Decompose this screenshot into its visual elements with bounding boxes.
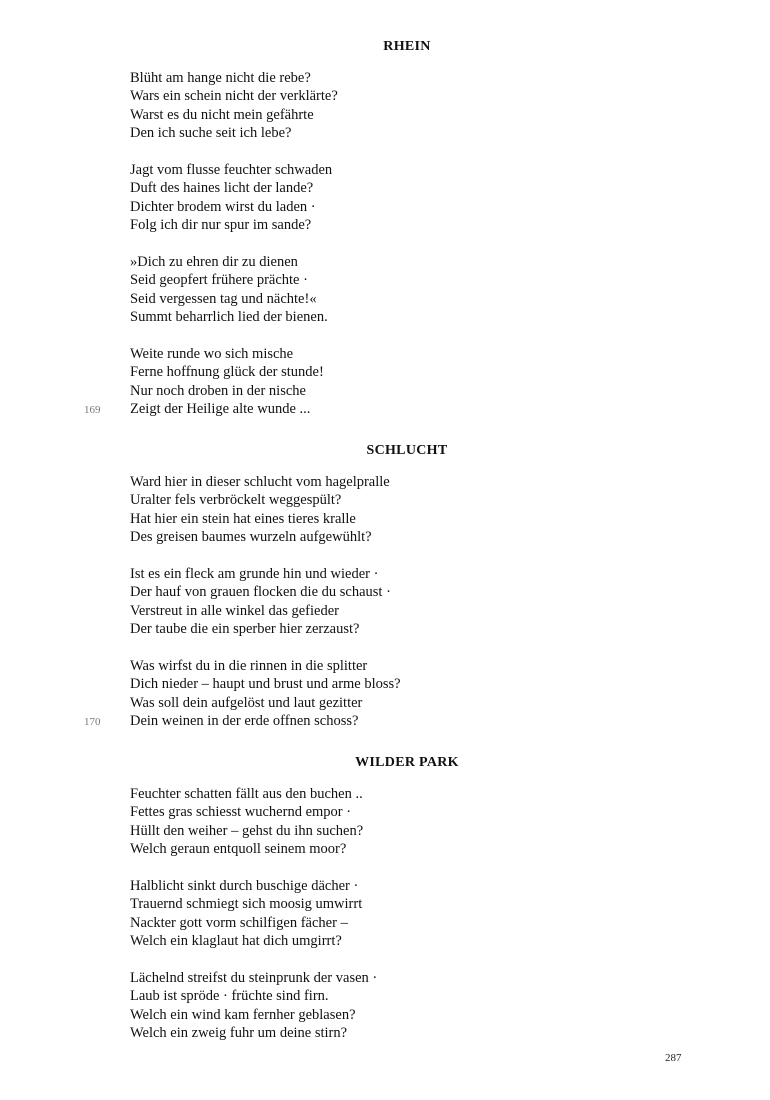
stanza <box>130 345 324 418</box>
verse-line: Warst es du nicht mein gefährte <box>130 106 314 123</box>
poem-title: WILDER PARK <box>355 755 459 770</box>
verse-line: Ferne hoffnung glück der stunde! <box>130 364 324 381</box>
verse-line: Den ich suche seit ich lebe? <box>130 124 292 141</box>
verse-line: Welch geraun entquoll seinem moor? <box>130 840 347 857</box>
verse-line: Weite runde wo sich mische <box>130 346 294 362</box>
verse-line: Verstreut in alle winkel das gefieder <box>130 602 339 619</box>
verse-line: Nackter gott vorm schilfigen fächer – <box>130 914 348 931</box>
verse-line: Ist es ein fleck am grunde hin und wieder · <box>130 566 379 582</box>
stanza <box>130 877 362 950</box>
verse-line: Laub ist spröde · früchte sind firn. <box>130 988 329 1005</box>
verse-line: Wars ein schein nicht der verklärte? <box>130 88 338 105</box>
verse-line: Hüllt den weiher – gehst du ihn suchen? <box>130 822 364 839</box>
verse-line: Was wirfst du in die rinnen in die splitter <box>130 658 368 674</box>
stanza <box>130 565 391 638</box>
verse-line: Welch ein klaglaut hat dich umgirrt? <box>130 932 342 949</box>
verse-line: Des greisen baumes wurzeln aufgewühlt? <box>130 528 372 545</box>
verse-line: Seid geopfert frühere prächte · <box>130 272 308 289</box>
verse-line: Blüht am hange nicht die rebe? <box>130 70 311 86</box>
poem-title: RHEIN <box>383 39 431 54</box>
stanza <box>130 69 338 142</box>
verse-line: Seid vergessen tag und nächte!« <box>130 290 317 307</box>
verse-line: »Dich zu ehren dir zu dienen <box>130 254 298 270</box>
verse-line: Welch ein wind kam fernher geblasen? <box>130 1006 356 1023</box>
verse-line: Welch ein zweig fuhr um deine stirn? <box>130 1024 348 1041</box>
verse-line: Lächelnd streifst du steinprunk der vasen · <box>130 970 378 986</box>
verse-line: Dich nieder – haupt und brust und arme bloss? <box>130 676 401 693</box>
stanza <box>130 253 328 326</box>
verse-line: Ward hier in dieser schlucht vom hagelpralle <box>130 474 390 490</box>
verse-line: Hat hier ein stein hat eines tieres kralle <box>130 510 356 527</box>
verse-line: Dein weinen in der erde offnen schoss? <box>130 712 359 729</box>
verse-line: Summt beharrlich lied der bienen. <box>130 308 328 325</box>
verse-line: Uralter fels verbröckelt weggespült? <box>130 492 342 509</box>
verse-line: Der hauf von grauen flocken die du schaust · <box>130 584 391 601</box>
stanza <box>130 473 390 546</box>
poem-title: SCHLUCHT <box>366 443 448 458</box>
verse-line: Folg ich dir nur spur im sande? <box>130 216 312 233</box>
verse-line: Der taube die ein sperber hier zerzaust? <box>130 620 360 637</box>
verse-line: Nur noch droben in der nische <box>130 382 306 399</box>
verse-line: Duft des haines licht der lande? <box>130 180 314 197</box>
stanza <box>130 161 332 234</box>
verse-line: Halblicht sinkt durch buschige dächer · <box>130 878 359 894</box>
stanza <box>130 657 401 730</box>
verse-line: Trauernd schmiegt sich moosig umwirrt <box>130 896 363 913</box>
verse-line: Jagt vom flusse feuchter schwaden <box>130 162 333 178</box>
verse-line: Fettes gras schiesst wuchernd empor · <box>130 804 352 821</box>
margin-line-number: 169 <box>84 404 101 416</box>
page-number: 287 <box>665 1052 682 1064</box>
verse-line: Was soll dein aufgelöst und laut gezitter <box>130 694 363 711</box>
verse-line: Zeigt der Heilige alte wunde ... <box>130 400 311 417</box>
stanza <box>130 969 377 1042</box>
verse-line: Dichter brodem wirst du laden · <box>130 198 316 215</box>
margin-line-number: 170 <box>84 716 101 728</box>
verse-line: Feuchter schatten fällt aus den buchen .. <box>130 786 363 802</box>
stanza <box>130 785 363 858</box>
